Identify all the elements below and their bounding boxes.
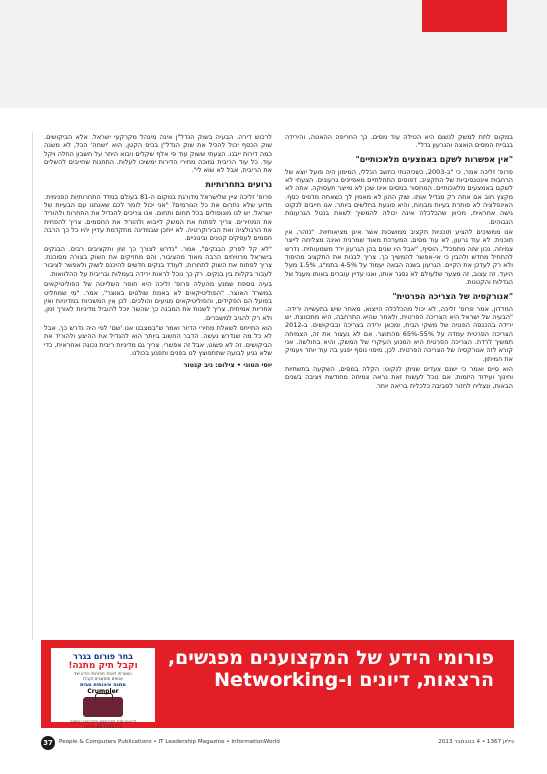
promo-text-1: הצטרפו לאחד מפורומי הידע של (74, 671, 132, 676)
section-heading: "אין אפשרות לשקם באמצעים מלאכותיים" (355, 154, 513, 164)
paragraph: פרופ' זליכה אמר, כי "ב-2003, כשכיהנתי כחשב הכללי, המימון היה פועל יוצא של הרחבות אינטנסיביות של התקציב, דפוסים התחלתיים מאפיינים גרעונים. הצעתי לא לשקם באמצעים מלאכותיים. המחסור במסים אינו שכן לא מייצר תעסוקה. אתה לא מקצץ חוב אם אתה רק מגדיל אותו. שוק ההון לא מאמין לך כשאתה מדפיס כסף. האינפלציה לא פותרת בעיות מבניות, והיא פוגעת בחלשים ביותר. אנו חייבים לנקוט גישה אחראית, מכיוון שהכלכלה אינה יכולה להמשיך לשאת בנטל הגרעונות הגבוהים. (285, 167, 513, 226)
top-red-block (422, 0, 507, 32)
top-bar (0, 0, 547, 108)
paragraph: בעיה נוספת שמנע מהעלה פרופ' זליכה היא חוסר השלייטה של הפוליטיקאים במשרד האוצר. "הפוליטיקאים לא באמת שולטים באוצר", אמר. "מי שמחליט בפועל הם הפקידים, והפוליטיקאים מגיעים והולכים. לכן אין המשכיות במדיניות ואין אחריות אמיתית. צריך לשנות את המבנה כך שהשר יוכל להוביל מדיניות לאורך זמן, ולא רק להגיב למשברים. (44, 280, 272, 322)
paragraph: הוא סיים ואמר כי ישנם צעדים שניתן לנקוט: הקלה במסים, השקעה בתשתיות וחינוך ועידוד היזמות. אם נוכל לעשות זאת נראה צמיחה מחודשת ויציבה בשנים הבאות, ונצליח לחזור לסביבה כלכלית בריאה יותר. (285, 364, 513, 390)
issue-line: גיליון 1367 • 4 בנובמבר 2013 (438, 739, 514, 745)
page-footer (41, 736, 514, 750)
promo-text-2: אנשים ומחשבים וקבלו (83, 676, 123, 681)
promo-brand: Crumpler (87, 688, 119, 695)
paragraph: במקום לתת למשק לנשום היא הטילה עוד מסים. כך החריפה ההאטה, והירידה בגביית המסים הואצה והגרעון גדל". (285, 133, 513, 150)
paragraph: פרופ' זליכה ציין שלישראל מדורגת במקום ה-81 בעולם במדד התחרותיות הפנימית. מדוע שלא נתרום את כל הגורמים? "אני יכול לומר לכם שאנחנו עם הבעיות של ישראל. יש לנו מונופולים בכל תחום ותחום. אנו צריכים להגדיל את התחרות ולהוריד את המחירים. צריך לפתוח את המשק לייבוא ולהוריד את החסמים. צריך להפחית את הרגולציה ואת הבירוקרטיה. לא ייתכן שבמדינה מתקדמת עדיין יהיו כל כך הרבה חסמים לעסקים קטנים ובינוניים. (44, 192, 272, 243)
promo-line-1: בחר פורום בגרר (73, 652, 133, 661)
paragraph: לרכוש דירה. הבעיה בשוק הנדל"ן אינה מינהל מקרקעי ישראל. אלא הביקושים. שוק הכסף יכול להכיל את שוק הנדל"ן בכיס הקטן, הוא 'ישחה' הכל, לא משנה כמה דירות ייבנו. הצעתי ששוק עוד פי אלף שקלים ויבוא היתר על חשבון הוזלה ויקל עוד. כל עוד הריבית נמוכה מחירי הדירות ימשיכו לעלות. התחנות שחייבים להשלים את הריבית, אבל לא שוא לי". (44, 133, 272, 175)
promo-prize: מתנה איכותית מבית (80, 682, 126, 688)
article-column-left (44, 133, 272, 633)
bag-icon (83, 697, 123, 717)
section-heading: "אנורקסיה של הצריכה הפרטית" (392, 291, 513, 301)
paragraph: אנו ממשיכים להציע תוכניות תקציב ממושכות אשר אינן מציאותיות. "נזהר, אין תוכנית. לא עוד גרעון, לא עוד מסים, המערכת מאוד שמרנית ואינה מצליחה לייצר צמיחה. נכון שזה מתסכל", הוסיף, "אבל היו שנים בהן הגרעון ירד משמעותית. נדרש להתחיל מחדש ולהבין כי אי-אפשר להמשיך כך. צריך לבנות את התקציב מהיסוד ולא רק לעדכן את הקיים. הגרעון בשנה הבאה יעמוד על 4-5% בתמ"ג, 1.5% מעל היעד. זה עצוב, זה מצער שלעולם לא נסגר אותו, ואנו עדיין עוברים באותו מעגל של הגדלות והקטנות. (285, 228, 513, 287)
ad-headline: פורומי הידע של המקצוענים מפגשים, הרצאות, דיונים ו-Networking (167, 647, 494, 691)
promo-contact-1: להצטרפות לפורומים ולפרטים נוספים (69, 719, 137, 724)
promo-contact-2: 03-7330773 :טלפון (83, 724, 123, 728)
paragraph: המדדון, אמר פרופ' זליכה, לא יכול מהכלכלה הייצוא, מאחר שיש בתעשייה ירידה. "הבעיה של ישראל היא הצריכה הפרטית, ולאחר שהיא התרחבה, היא מתכווצת. יש ירידה בהכנסה הפנויה של משקי הבית, ומכאן ירידה בצריכה ובביקושים. ב-2012 הצריכה הפרטית עמדה על 55%-65% מהתוצר. אם לא נעצור את זה, הצמיחה תמשיך לרדת. הצריכה הפרטית היא המנוע העיקרי של המשק, והיא בחולשה. אני קורא לזה אנורקסיה של הצריכה הפרטית. לכן, מיסוי נוסף יפגע בה עוד יותר ויעמיק את המיתון. (285, 304, 513, 363)
page-number: 37 (41, 736, 55, 750)
promo-line-2: וקבל תיק מתנה! (68, 661, 138, 671)
forum-ad-banner[interactable] (41, 640, 514, 728)
paragraph: הוא התייחס לשאלת מחירי הדיור ואמר ש"במצבנו אנו 'שם' לפי היה נדרש כך, אבל לא כל מה שנדרש נעשה. הדבר החשוב ביותר הוא להגדיל את ההיצע ולהוריד את הביקושים. זה לא פשוט, אבל זה אפשרי. צריך גם מדיניות ריבית נכונה ואחראית, כדי שלא נגיע לבועה שתתפוצץ לנו בפנים ותפגע בכולנו. (44, 323, 272, 357)
byline: יוסי הטוני • צילום: ניב קנטור (183, 361, 272, 370)
promo-box[interactable] (51, 648, 155, 728)
section-heading: גרועים בתחרותיות (205, 179, 272, 189)
page-rule (32, 132, 33, 640)
article-column-right (285, 133, 513, 633)
publisher-line: People & Computers Publications • IT Leadership Magazine • InformationWorld (59, 739, 280, 745)
paragraph: "לא קל לפרק הבנקים", אמר. "נדרש לצורך כך זמן ותקציבים רבים. הבנקים בישראל מרוויחים הרבה מאוד מהציבור, והם מחזיקים את השוק בצורה מסוכנת. צריך לפתוח את השוק לתחרות, לעודד בנקים חדשים להיכנס לשוק ולאפשר לציבור לעבור בקלות בין בנקים. רק כך נוכל לראות ירידה בעמלות ובריבית על ההלוואות. (44, 244, 272, 278)
